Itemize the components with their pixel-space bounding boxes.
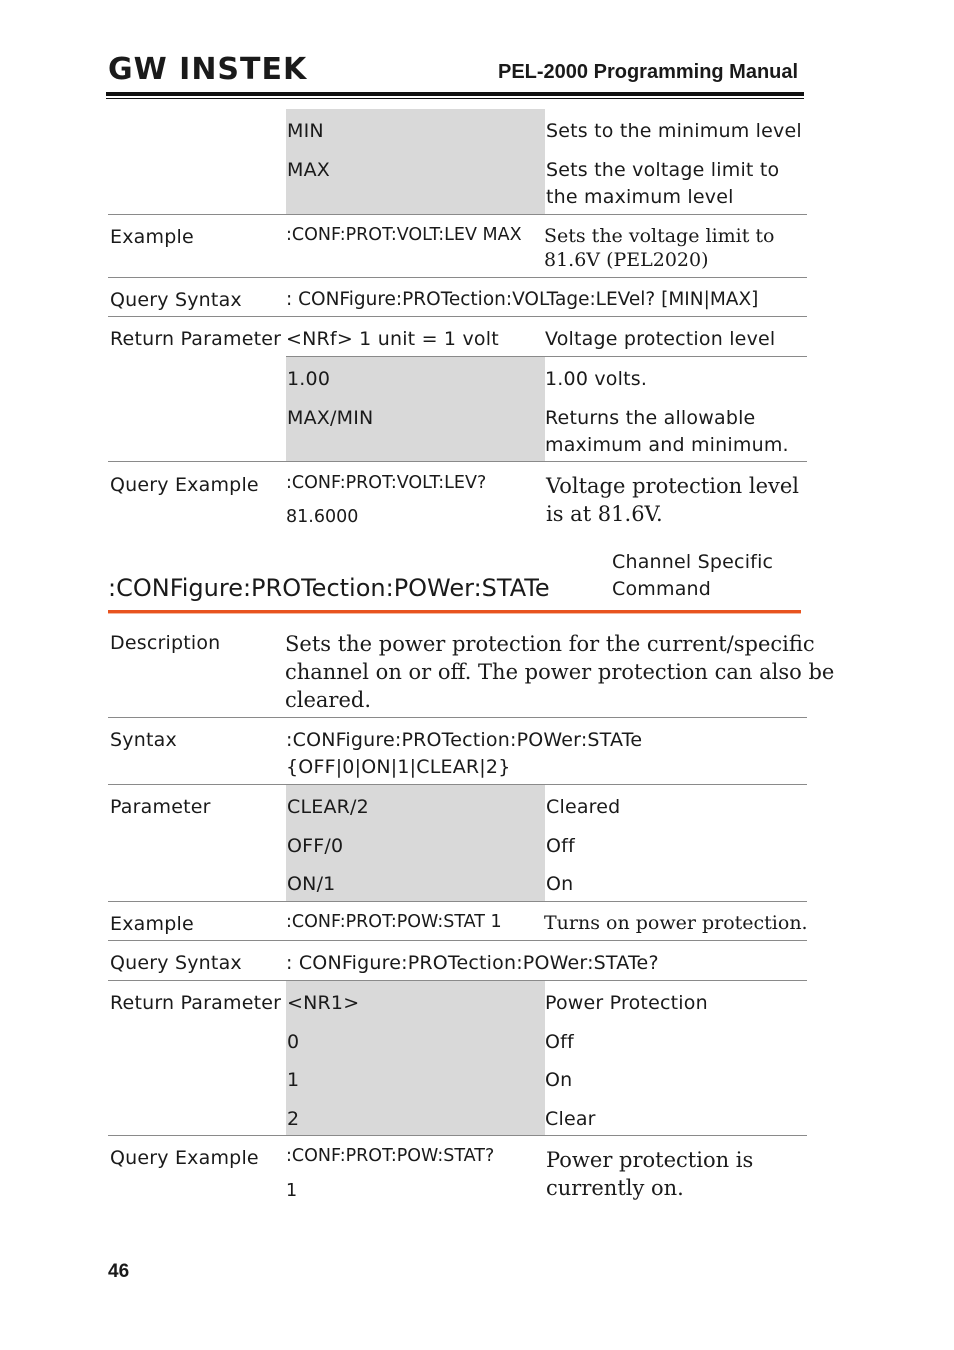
divider <box>108 277 807 278</box>
query-example-command: :CONF:PROT:VOLT:LEV? <box>286 473 487 493</box>
query-example-desc-1: Power protection is <box>546 1148 754 1172</box>
query-syntax-label: Query Syntax <box>110 952 242 974</box>
page-number: 46 <box>108 1261 130 1282</box>
description-line: channel on or off. The power protection can also be <box>285 660 835 684</box>
brand-logo <box>108 52 307 87</box>
divider <box>108 940 807 941</box>
query-example-response: 1 <box>286 1181 298 1201</box>
divider <box>108 316 807 317</box>
example-label: Example <box>110 913 194 935</box>
param-max: MAX <box>287 159 331 181</box>
query-syntax: : CONFigure:PROTection:VOLTage:LEVel? [MIN|MAX] <box>286 289 759 310</box>
return-desc: Power Protection <box>545 992 708 1014</box>
param-value: ON/1 <box>287 873 336 895</box>
return-value-desc: Clear <box>545 1108 596 1130</box>
brand-logo-text: GW INSTEK <box>108 52 308 87</box>
divider <box>108 1135 807 1136</box>
return-value-desc: On <box>545 1069 573 1091</box>
param-desc: On <box>546 873 574 895</box>
query-syntax-label: Query Syntax <box>110 289 242 311</box>
return-value: 1 <box>287 1069 300 1091</box>
example-desc: Turns on power protection. <box>544 912 808 934</box>
param-max-desc-2: the maximum level <box>546 186 734 208</box>
return-value: 0 <box>287 1031 300 1053</box>
return-type: <NRf> 1 unit = 1 volt <box>286 328 499 350</box>
header-rule-thick <box>106 92 804 96</box>
param-value: OFF/0 <box>287 835 344 857</box>
example-desc-2: 81.6V (PEL2020) <box>544 249 709 271</box>
description-line: Sets the power protection for the current/specific <box>285 632 815 656</box>
param-value: CLEAR/2 <box>287 796 369 818</box>
example-label: Example <box>110 226 194 248</box>
return-value-desc: 1.00 volts. <box>545 368 648 390</box>
query-syntax: : CONFigure:PROTection:POWer:STATe? <box>286 952 659 974</box>
section-title: :CONFigure:PROTection:POWer:STATe <box>108 574 550 602</box>
return-value-desc: Off <box>545 1031 574 1053</box>
example-command: :CONF:PROT:POW:STAT 1 <box>286 912 502 932</box>
return-value-desc: maximum and minimum. <box>545 434 789 456</box>
syntax-label: Syntax <box>110 729 177 751</box>
return-desc: Voltage protection level <box>545 328 776 350</box>
param-min: MIN <box>287 120 324 142</box>
description-line: cleared. <box>285 688 372 712</box>
parameter-label: Parameter <box>110 796 211 818</box>
query-example-label: Query Example <box>110 1147 259 1169</box>
section-tag-2: Command <box>612 578 712 600</box>
divider <box>108 717 807 718</box>
return-value-desc: Returns the allowable <box>545 407 756 429</box>
syntax-line: :CONFigure:PROTection:POWer:STATe <box>286 729 643 751</box>
header-rule-thin <box>106 98 804 99</box>
section-accent-rule-shadow <box>108 613 801 614</box>
query-example-desc-2: currently on. <box>546 1176 684 1200</box>
divider <box>108 901 807 902</box>
query-example-desc-2: is at 81.6V. <box>546 502 663 526</box>
syntax-line: {OFF|0|ON|1|CLEAR|2} <box>286 756 511 778</box>
query-example-desc-1: Voltage protection level <box>546 474 800 498</box>
description-label: Description <box>110 632 221 654</box>
divider <box>108 214 807 215</box>
param-min-desc: Sets to the minimum level <box>546 120 802 142</box>
query-example-command: :CONF:PROT:POW:STAT? <box>286 1146 495 1166</box>
example-desc-1: Sets the voltage limit to <box>544 225 775 247</box>
query-example-label: Query Example <box>110 474 259 496</box>
param-max-desc-1: Sets the voltage limit to <box>546 159 780 181</box>
example-command: :CONF:PROT:VOLT:LEV MAX <box>286 225 522 245</box>
return-parameter-label: Return Parameter <box>110 992 282 1014</box>
return-value: 1.00 <box>287 368 331 390</box>
return-value: MAX/MIN <box>287 407 374 429</box>
query-example-response: 81.6000 <box>286 507 359 527</box>
param-desc: Off <box>546 835 575 857</box>
param-desc: Cleared <box>546 796 621 818</box>
return-type: <NR1> <box>287 992 360 1014</box>
return-parameter-label: Return Parameter <box>110 328 282 350</box>
manual-title: PEL-2000 Programming Manual <box>498 61 799 83</box>
divider <box>108 461 807 462</box>
section-tag-1: Channel Specific <box>612 551 774 573</box>
return-value: 2 <box>287 1108 300 1130</box>
